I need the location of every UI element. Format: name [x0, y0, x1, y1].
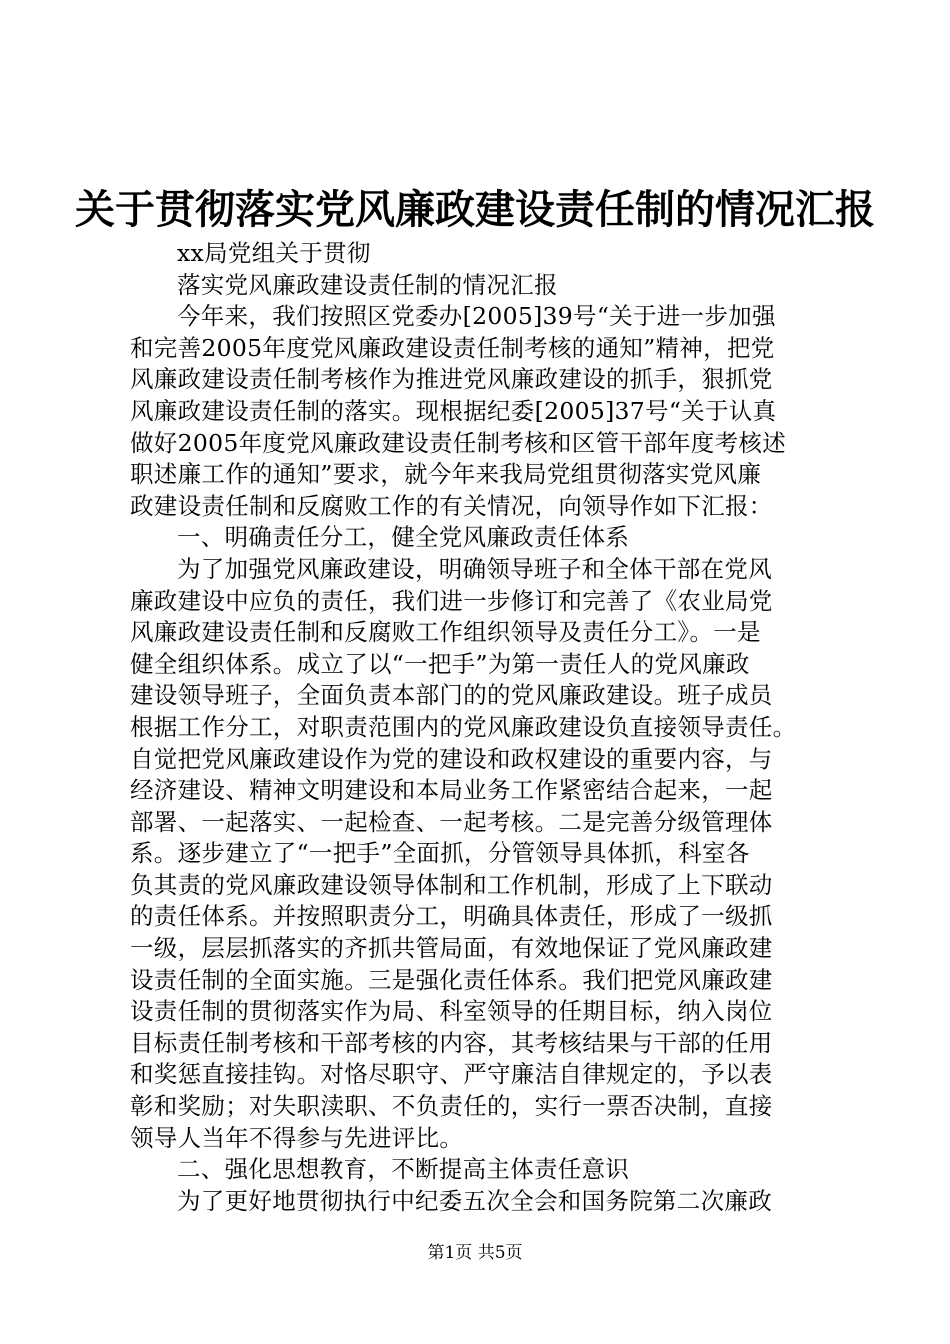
paragraph-line: 和奖惩直接挂钩。对恪尽职守、严守廉洁自律规定的，予以表 — [130, 1060, 773, 1089]
paragraph-line: 为了更好地贯彻执行中纪委五次全会和国务院第二次廉政 — [177, 1186, 772, 1215]
paragraph-line: 的责任体系。并按照职责分工，明确具体责任，形成了一级抓 — [130, 902, 773, 931]
paragraph-line: 设责任制的贯彻落实作为局、科室领导的任期目标，纳入岗位 — [130, 997, 773, 1026]
paragraph-line: 经济建设、精神文明建设和本局业务工作紧密结合起来，一起 — [130, 776, 773, 805]
paragraph-line: 为了加强党风廉政建设，明确领导班子和全体干部在党风 — [177, 554, 772, 583]
paragraph-line: 根据工作分工，对职责范围内的党风廉政建设负直接领导责任。 — [130, 712, 797, 741]
paragraph-line: 部署、一起落实、一起检查、一起考核。二是完善分级管理体 — [130, 807, 773, 836]
subtitle-line-2: 落实党风廉政建设责任制的情况汇报 — [177, 270, 558, 299]
paragraph-line: 建设领导班子，全面负责本部门的的党风廉政建设。班子成员 — [130, 681, 773, 710]
paragraph-line: 做好2005年度党风廉政建设责任制考核和区管干部年度考核述 — [130, 428, 787, 457]
paragraph-line: 设责任制的全面实施。三是强化责任体系。我们把党风廉政建 — [130, 965, 773, 994]
page-number-footer: 第1页 共5页 — [427, 1243, 523, 1263]
document-body — [130, 238, 840, 1217]
paragraph-line: 目标责任制考核和干部考核的内容，其考核结果与干部的任用 — [130, 1028, 773, 1057]
paragraph-line: 风廉政建设责任制和反腐败工作组织领导及责任分工》。一是 — [130, 618, 761, 647]
paragraph-line: 和完善2005年度党风廉政建设责任制考核的通知”精神，把党 — [130, 333, 775, 362]
paragraph-line: 职述廉工作的通知”要求，就今年来我局党组贯彻落实党风廉 — [130, 460, 762, 489]
paragraph-line: 今年来，我们按照区党委办[2005]39号“关于进一步加强 — [177, 302, 776, 331]
paragraph-line: 廉政建设中应负的责任，我们进一步修订和完善了《农业局党 — [130, 586, 773, 615]
paragraph-line: 政建设责任制和反腐败工作的有关情况，向领导作如下汇报： — [130, 491, 773, 520]
paragraph-line: 健全组织体系。成立了以“一把手”为第一责任人的党风廉政 — [130, 649, 750, 678]
section-heading-1: 一、明确责任分工，健全党风廉政责任体系 — [177, 523, 630, 552]
subtitle-line-1: xx局党组关于贯彻 — [177, 239, 371, 267]
paragraph-line: 系。逐步建立了“一把手”全面抓，分管领导具体抓，科室各 — [130, 839, 750, 868]
paragraph-line: 领导人当年不得参与先进评比。 — [130, 1123, 464, 1152]
section-heading-2: 二、强化思想教育，不断提高主体责任意识 — [177, 1155, 630, 1184]
paragraph-line: 负其责的党风廉政建设领导体制和工作机制，形成了上下联动 — [130, 870, 773, 899]
paragraph-line: 彰和奖励；对失职渎职、不负责任的，实行一票否决制，直接 — [130, 1092, 773, 1121]
paragraph-line: 风廉政建设责任制的落实。现根据纪委[2005]37号“关于认真 — [130, 396, 777, 425]
paragraph-line: 自觉把党风廉政建设作为党的建设和政权建设的重要内容，与 — [130, 744, 773, 773]
paragraph-line: 风廉政建设责任制考核作为推进党风廉政建设的抓手，狠抓党 — [130, 365, 773, 394]
document-title: 关于贯彻落实党风廉政建设责任制的情况汇报 — [75, 186, 875, 233]
paragraph-line: 一级，层层抓落实的齐抓共管局面，有效地保证了党风廉政建 — [130, 934, 773, 963]
